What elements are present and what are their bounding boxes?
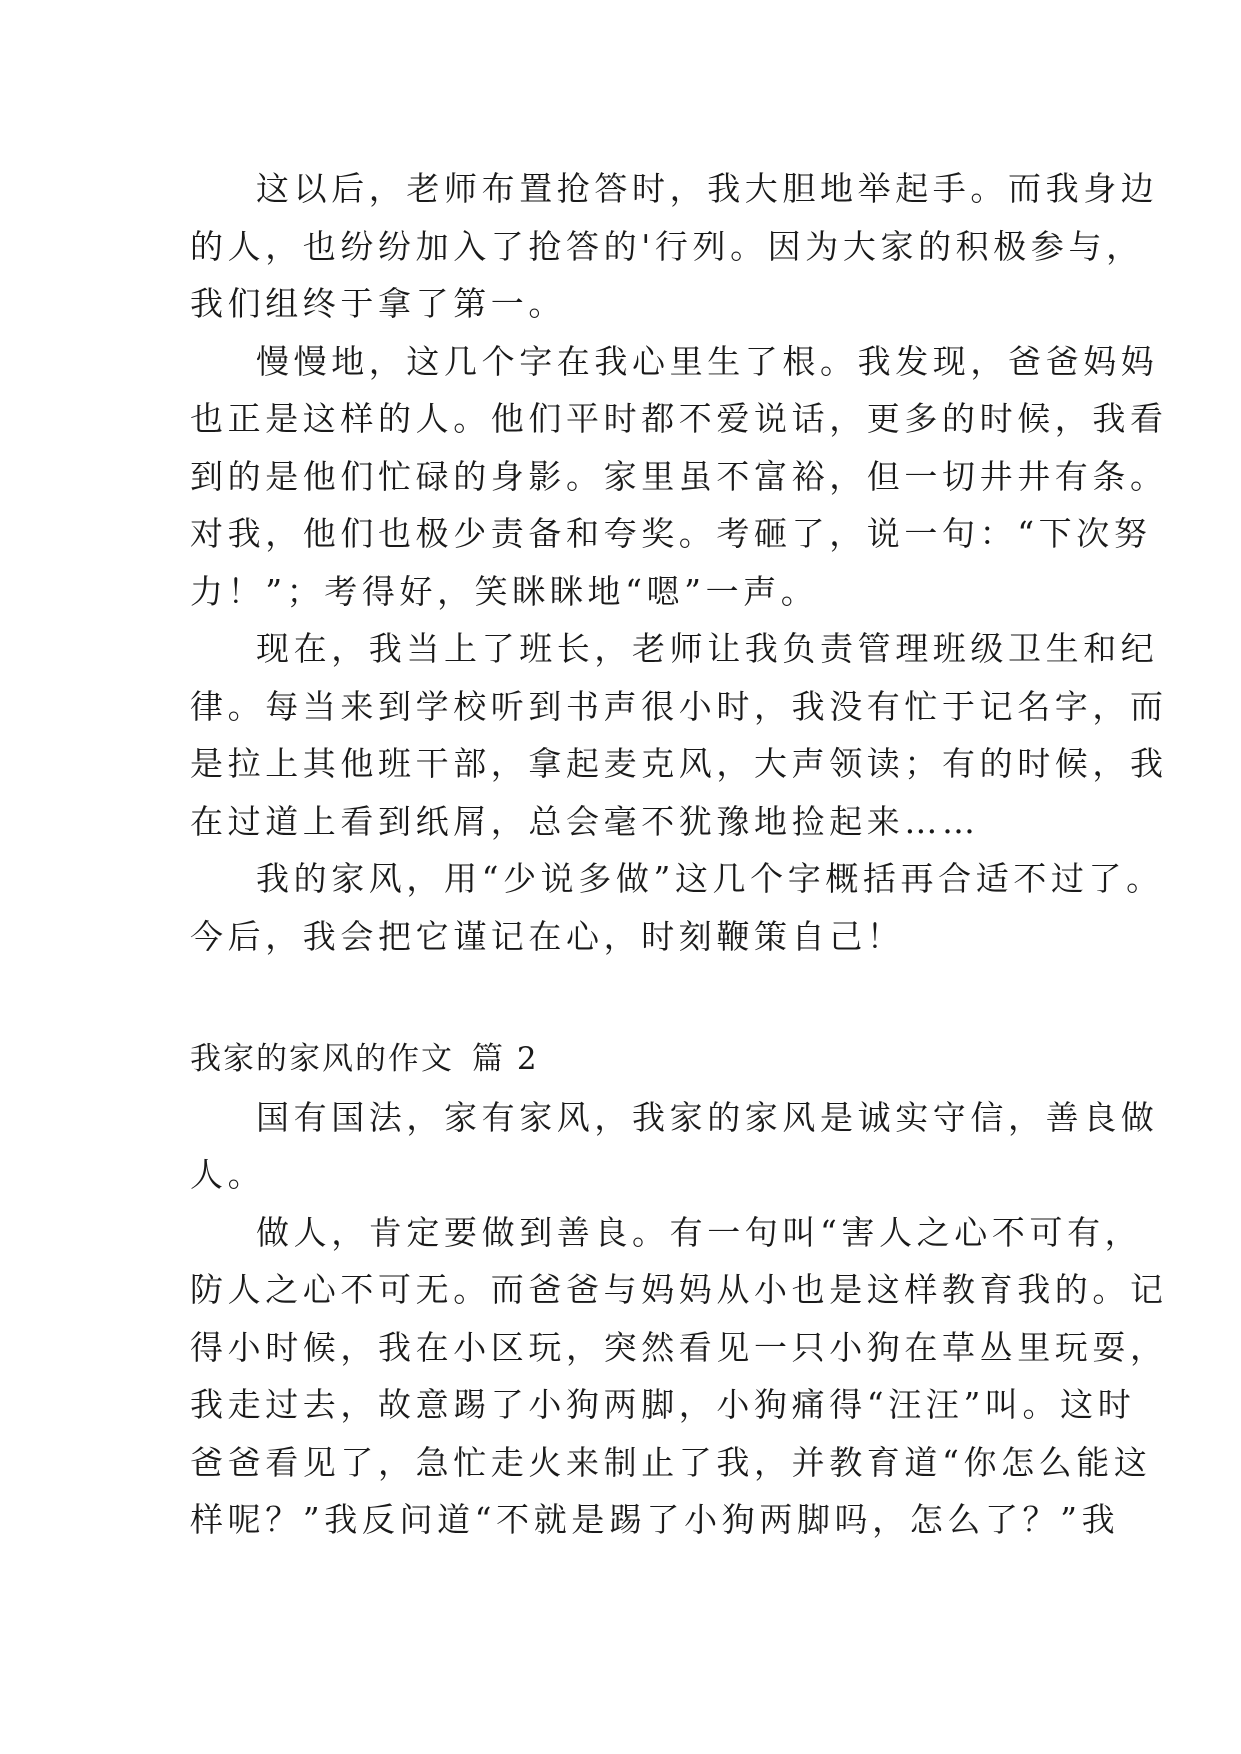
text-line: 国有国法，家有家风，我家的家风是诚实守信，善良做	[256, 1097, 1159, 1137]
text-line: 爸爸看见了，急忙走火来制止了我，并教育道“你怎么能这	[190, 1442, 1152, 1482]
text-line: 我的家风，用“少说多做”这几个字概括再合适不过了。	[256, 859, 1164, 898]
essay-section-1	[190, 160, 1168, 965]
text-line: 也正是这样的人。他们平时都不爱说话，更多的时候，我看	[190, 399, 1168, 438]
text-line: 到的是他们忙碌的身影。家里虽不富裕，但一切井井有条。	[190, 456, 1168, 496]
paragraph	[190, 620, 1168, 850]
text-line: 我走过去，故意踢了小狗两脚，小狗痛得“汪汪”叫。这时	[190, 1385, 1136, 1424]
paragraph	[190, 333, 1168, 621]
essay-section-2	[190, 1031, 1168, 1549]
paragraph	[190, 850, 1164, 965]
heading-title: 我家的家风的作文	[190, 1041, 454, 1077]
text-line: 是拉上其他班干部，拿起麦克风，大声领读；有的时候，我	[190, 744, 1168, 783]
text-line: 我们组终于拿了第一。	[190, 284, 566, 323]
text-line: 的人，也纷纷加入了抢答的'行列。因为大家的积极参与，	[190, 226, 1144, 266]
text-line: 这以后，老师布置抢答时，我大胆地举起手。而我身边	[256, 169, 1159, 208]
text-line: 得小时候，我在小区玩，突然看见一只小狗在草丛里玩耍，	[190, 1327, 1168, 1367]
text-line: 样呢？”我反问道“不就是踢了小狗两脚吗，怎么了？”我	[190, 1500, 1120, 1539]
paragraph	[190, 1204, 1168, 1549]
text-line: 今后，我会把它谨记在心，时刻鞭策自己！	[190, 916, 905, 956]
text-line: 慢慢地，这几个字在我心里生了根。我发现，爸爸妈妈	[256, 341, 1159, 381]
text-line: 对我，他们也极少责备和夸奖。考砸了，说一句：“下次努	[190, 514, 1152, 553]
text-line: 人。	[190, 1155, 266, 1194]
paragraph	[190, 1089, 1159, 1204]
paragraph	[190, 160, 1159, 333]
heading-label: 篇 2	[472, 1041, 539, 1077]
text-line: 律。每当来到学校听到书声很小时，我没有忙于记名字，而	[190, 686, 1168, 726]
text-line: 现在，我当上了班长，老师让我负责管理班级卫生和纪	[256, 629, 1159, 668]
text-line: 力！”；考得好，笑眯眯地“嗯”一声。	[190, 571, 819, 611]
text-line: 在过道上看到纸屑，总会毫不犹豫地捡起来……	[190, 801, 980, 841]
text-line: 防人之心不可无。而爸爸与妈妈从小也是这样教育我的。记	[190, 1270, 1168, 1309]
text-line: 做人，肯定要做到善良。有一句叫“害人之心不可有，	[256, 1212, 1143, 1252]
section-heading	[190, 1031, 1050, 1089]
